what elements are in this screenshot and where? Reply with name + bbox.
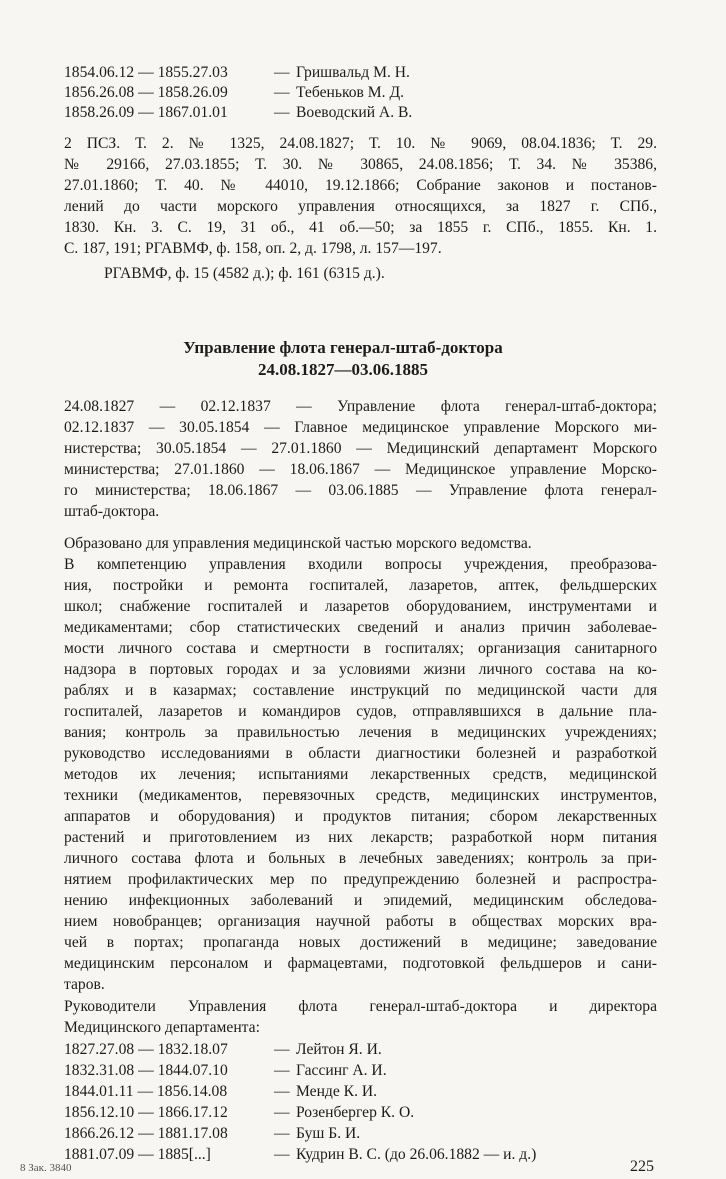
date-range: 1866.26.12 — 1881.17.08: [64, 1125, 228, 1142]
section-title: Управление флота генерал-штаб-доктора: [183, 338, 503, 357]
date-range: 1854.06.12 — 1855.27.03: [64, 64, 228, 81]
body-line: нием новобранцев; организация научной работы в обществах морских вра-: [64, 913, 657, 930]
body-line: школ; снабжение госпиталей и лазаретов оборудованием, инструментами и: [64, 598, 657, 615]
leader-row: [64, 1124, 360, 1144]
person-name: Кудрин В. С. (до 26.06.1882 — и. д.): [296, 1146, 537, 1163]
body-line: чей в портах; пропаганда новых достижений в медицине; заведование: [64, 934, 657, 951]
date-range: 1827.27.08 — 1832.18.07: [64, 1041, 228, 1058]
body-line: аппаратов и оборудования) и продуктов питания; сбором лекарственных: [64, 808, 657, 825]
body-line: Образовано для управления медицинской частью морского ведомства.: [64, 535, 532, 552]
note-line: № 29166, 27.03.1855; Т. 30. № 30865, 24.08.1856; Т. 34. № 35386,: [64, 156, 657, 173]
body-line: растений и приготовлением из них лекарств; разработкой норм питания: [64, 829, 657, 846]
leader-row: [64, 1061, 387, 1081]
print-mark: 8 Зак. 3840: [20, 1162, 72, 1174]
body-line: В компетенцию управления входили вопросы учреждения, преобразова-: [64, 556, 657, 573]
person-name: Розенбергер К. О.: [296, 1104, 415, 1121]
body-line: надзора в портовых городах и за условиями жизни личного состава на ко-: [64, 661, 657, 678]
person-name: Менде К. И.: [296, 1083, 378, 1100]
history-line: го министерства; 18.06.1867 — 03.06.1885 — Управление флота генерал-: [64, 482, 657, 499]
leaders-intro-line: Медицинского департамента:: [64, 1019, 260, 1036]
date-range: 1858.26.09 — 1867.01.01: [64, 104, 228, 121]
body-line: раблях и в казармах; составление инструкций по медицинской части для: [64, 682, 657, 699]
person-name: Воеводский А. В.: [296, 104, 413, 121]
body-line: методов их лечения; испытаниями лекарственных средств, медицинской: [64, 766, 657, 783]
dash: —: [274, 1062, 290, 1079]
note-line: 2 ПСЗ. Т. 2. № 1325, 24.08.1827; Т. 10. № 9069, 08.04.1836; Т. 29.: [64, 135, 657, 152]
date-range: 1832.31.08 — 1844.07.10: [64, 1062, 228, 1079]
date-range: 1856.12.10 — 1866.17.12: [64, 1104, 228, 1121]
list-row: [64, 63, 410, 83]
body-line: нятием профилактических мер по предупреждению болезней и распростра-: [64, 871, 657, 888]
note-line: С. 187, 191; РГАВМФ, ф. 158, оп. 2, д. 1798, л. 157—197.: [64, 240, 442, 257]
dash: —: [274, 1146, 290, 1163]
date-range: 1856.26.08 — 1858.26.09: [64, 84, 228, 101]
body-line: таров.: [64, 976, 105, 993]
history-line: штаб-доктора.: [64, 503, 160, 520]
dash: —: [274, 1083, 290, 1100]
body-line: нению инфекционных заболеваний и эпидемий, медицинским обследова-: [64, 892, 657, 909]
page-number: 225: [630, 1158, 654, 1175]
body-line: госпиталей, лазаретов и командиров судов, отправлявшихся в дальние пла-: [64, 703, 657, 720]
dash: —: [274, 64, 290, 81]
body-line: мости личного состава и смертности в госпиталях; организация санитарного: [64, 640, 657, 657]
list-row: [64, 83, 404, 103]
leader-row: [64, 1082, 377, 1102]
person-name: Гассинг А. И.: [296, 1062, 387, 1079]
body-line: руководство исследованиями в области диагностики болезней и разработкой: [64, 745, 657, 762]
leaders-intro-line: Руководители Управления флота генерал-штаб-доктора и директора: [64, 998, 657, 1015]
dash: —: [274, 1104, 290, 1121]
note-line: 27.01.1860; Т. 40. № 44010, 19.12.1866; Собрание законов и постанов-: [64, 177, 657, 194]
person-name: Гришвальд М. Н.: [296, 64, 410, 81]
dash: —: [274, 84, 290, 101]
body-line: ния, постройки и ремонта госпиталей, лазаретов, аптек, фельдшерских: [64, 577, 657, 594]
history-line: нистерства; 30.05.1854 — 27.01.1860 — Медицинский департамент Морского: [64, 440, 657, 457]
dash: —: [274, 1041, 290, 1058]
dash: —: [274, 104, 290, 121]
body-line: медицинским персоналом и фармацевтами, подготовкой фельдшеров и сани-: [64, 955, 657, 972]
leader-row: [64, 1040, 382, 1060]
leader-row: [64, 1145, 536, 1165]
person-name: Тебеньков М. Д.: [296, 84, 404, 101]
note-line: 1830. Кн. 3. С. 19, 31 об., 41 об.—50; за 1855 г. СПб., 1855. Кн. 1.: [64, 219, 657, 236]
leader-row: [64, 1103, 414, 1123]
dash: —: [274, 1125, 290, 1142]
body-line: техники (медикаментов, перевязочных средств, медицинских инструментов,: [64, 787, 657, 804]
list-row: [64, 103, 412, 123]
archive-reference: РГАВМФ, ф. 15 (4582 д.); ф. 161 (6315 д.).: [104, 265, 385, 282]
body-line: вания; контроль за правильностью лечения в медицинских учреждениях;: [64, 724, 657, 741]
person-name: Буш Б. И.: [296, 1125, 361, 1142]
body-line: медикаментами; сбор статистических сведений и анализ причин заболевае-: [64, 619, 657, 636]
history-line: 24.08.1827 — 02.12.1837 — Управление флота генерал-штаб-доктора;: [64, 398, 657, 415]
person-name: Лейтон Я. И.: [296, 1041, 382, 1058]
body-line: личного состава флота и больных в лечебных заведениях; контроль за при-: [64, 850, 657, 867]
date-range: 1881.07.09 — 1885[...]: [64, 1146, 211, 1163]
note-line: лений до части морского управления относящихся, за 1827 г. СПб.,: [64, 198, 657, 215]
history-line: 02.12.1837 — 30.05.1854 — Главное медицинское управление Морского ми-: [64, 419, 657, 436]
date-range: 1844.01.11 — 1856.14.08: [64, 1083, 228, 1100]
section-dates: 24.08.1827—03.06.1885: [258, 360, 428, 379]
history-line: министерства; 27.01.1860 — 18.06.1867 — Медицинское управление Морско-: [64, 461, 657, 478]
